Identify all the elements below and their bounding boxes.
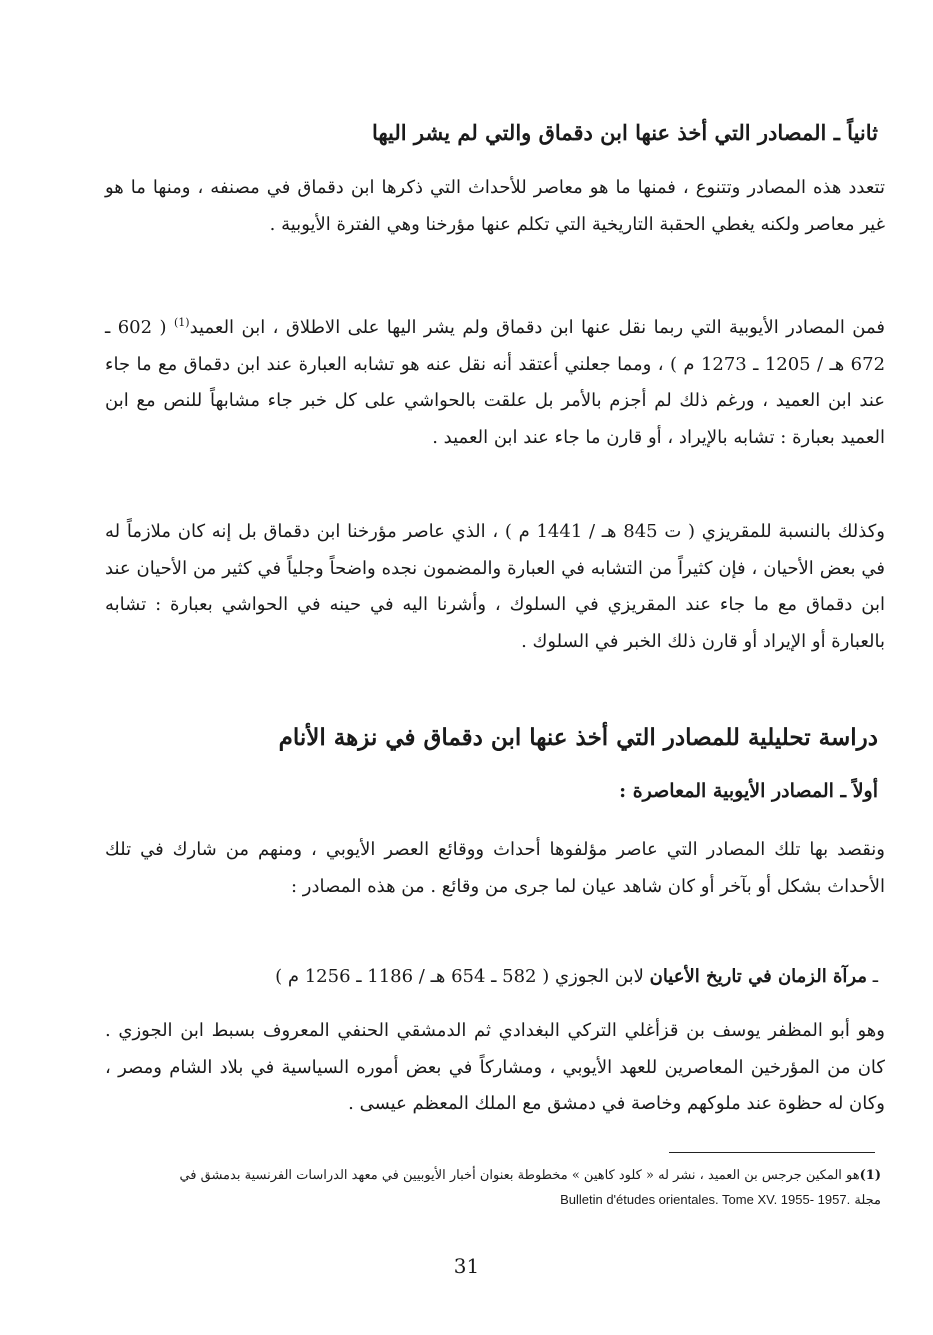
paragraph-ibn-al-amid-text1: فمن المصادر الأيوبية التي ربما نقل عنها ابن دقماق ولم يشر اليها على الاطلاق ، ابن العميد: [189, 317, 886, 338]
paragraph-contemporary-sources: ونقصد بها تلك المصادر التي عاصر مؤلفوها أحداث ووقائع العصر الأيوبي ، ومنهم من شارك في تلك الأحداث بشكل أو بآخر أو كان شاهد عيان لما جرى من وقائع . من هذه المصادر :: [105, 839, 885, 897]
paragraph-maqrizi: وكذلك بالنسبة للمقريزي ( ت 845 هـ / 1441 م ) ، الذي عاصر مؤرخنا ابن دقماق بل إنه كان ملازماً له في بعض الأحيان ، فإن كثيراً من التشابه في العبارة والمضمون نجده واضحاً وجلياً في كثير من الأحيان عند ابن دقماق مع ما جاء عند المقريزي في السلوك ، وأشرنا اليه في حينه في الحواشي بعبارة : تشابه بالعبارة أو الإيراد أو قارن ذلك الخبر في السلوك .: [105, 521, 885, 652]
footnote-line-2: [91, 1188, 881, 1213]
paragraph-sibt-ibn-al-jawzi: وهو أبو المظفر يوسف بن قزأغلي التركي البغدادي ثم الدمشقي الحنفي المعروف بسبط ابن الجوزي . كان من المؤرخين المعاصرين للعهد الأيوبي ، ومشاركاً في بعض أموره السياسية في بلاد الشام ومصر ، وكان له حظوة عند ملوكهم وخاصة في دمشق مع الملك المعظم عيسى .: [105, 1020, 885, 1115]
footnote-journal-title: Bulletin d'études orientales. Tome XV. 1955- 1957.: [560, 1192, 851, 1207]
source-entry-prefix: ـ: [867, 966, 878, 987]
source-entry-details: لابن الجوزي ( 582 ـ 654 هـ / 1186 ـ 1256 م ): [275, 966, 650, 987]
footnote-text: هو المكين جرجس بن العميد ، نشر له « كلود كاهين » مخطوطة بعنوان أخبار الأيوبيين في معهد الدراسات الفرنسية بدمشق في: [179, 1168, 860, 1183]
footnote-line-1: [91, 1164, 881, 1188]
section-heading-second: ثانياً ـ المصادر التي أخذ عنها ابن دقماق والتي لم يشر اليها: [371, 120, 878, 145]
source-entry-title: مرآة الزمان في تاريخ الأعيان: [649, 966, 867, 987]
section-heading-first: أولاً ـ المصادر الأيوبية المعاصرة :: [619, 780, 878, 802]
study-heading: دراسة تحليلية للمصادر التي أخذ عنها ابن دقماق في نزهة الأنام: [278, 724, 878, 751]
paragraph-sources-variety: تتعدد هذه المصادر وتتنوع ، فمنها ما هو معاصر للأحداث التي ذكرها ابن دقماق في مصنفه ، ومنها ما هو غير معاصر ولكنه يغطي الحقبة التاريخية التي تكلم عنها مؤرخنا وهي الفترة الأيوبية .: [105, 177, 885, 235]
page-number: 31: [453, 1254, 480, 1278]
source-entry-mirat-al-zaman: [88, 966, 878, 987]
paragraph-ibn-al-amid: [105, 305, 885, 456]
footnote: [91, 1164, 881, 1213]
footnote-reference: (1): [174, 316, 190, 329]
footnote-journal-label: مجلة: [854, 1193, 881, 1208]
footnote-divider: [669, 1152, 875, 1153]
footnote-number: (1): [859, 1168, 881, 1183]
paragraph-ibn-al-amid-text2: ( 602 ـ 672 هـ / 1205 ـ 1273 م ) ، ومما جعلني أعتقد أنه نقل عنه هو تشابه العبارة عند ابن دقماق مع ما جاء عند ابن العميد ، ورغم ذلك لم أجزم بالأمر بل علقت بالحواشي على كل خبر جاء مشابهاً للنص مع ابن العميد بعبارة : تشابه بالإيراد ، أو قارن ما جاء عند ابن العميد .: [105, 317, 886, 448]
